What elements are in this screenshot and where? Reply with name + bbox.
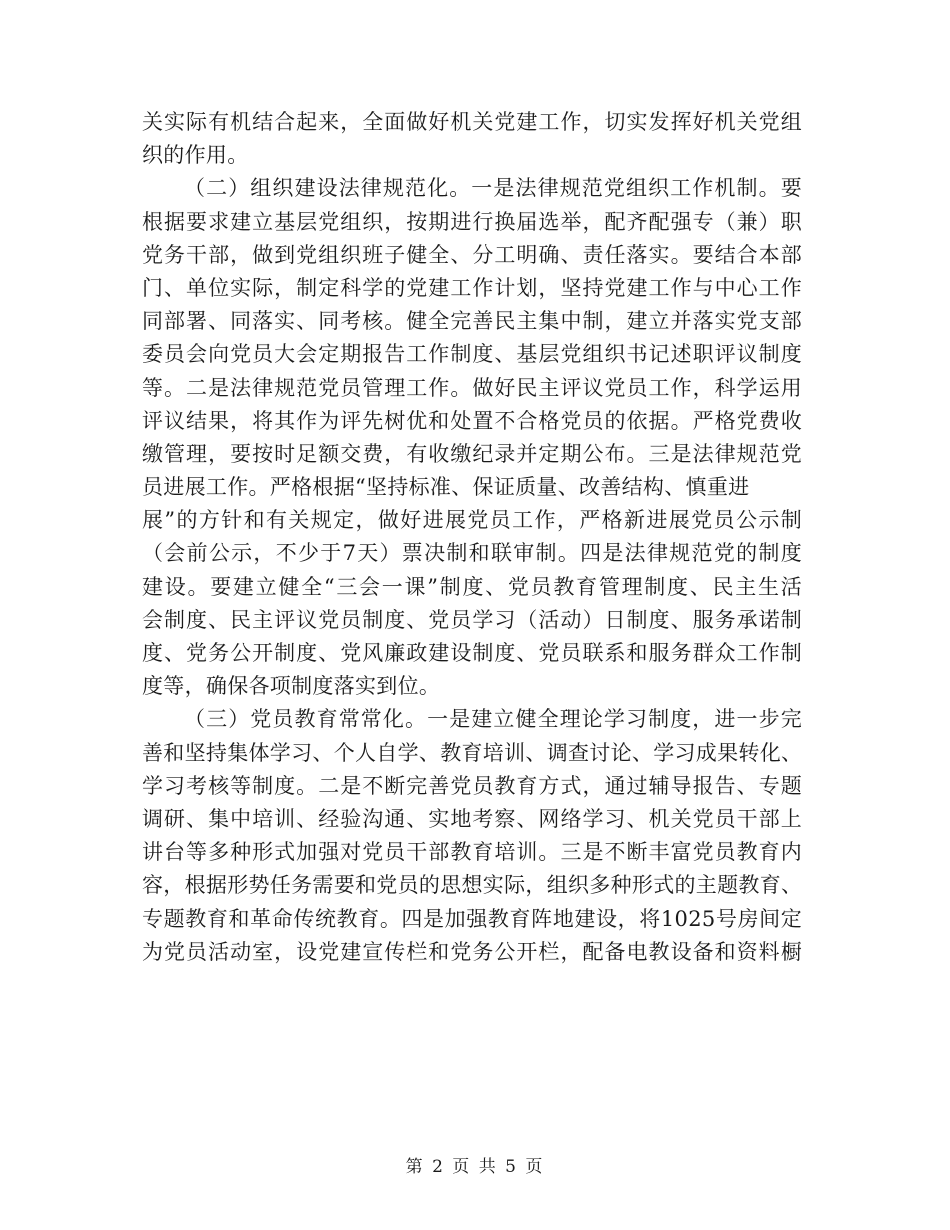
text-line: （三）党员教育常常化。一是建立健全理论学习制度，进一步完 (184, 707, 802, 732)
text-line: 善和坚持集体学习、个人自学、教育培训、调查讨论、学习成果转化、 (142, 740, 803, 765)
text-line: 门、单位实际，制定科学的党建工作计划，坚持党建工作与中心工作 (142, 275, 802, 300)
text-line: （会前公示，不少于7天）票决制和联审制。四是法律规范党的制度 (142, 541, 802, 566)
text-line: 调研、集中培训、经验沟通、实地考察、网络学习、机关党员干部上 (142, 806, 802, 831)
text-line: 缴管理，要按时足额交费，有收缴纪录并定期公布。三是法律规范党 (142, 441, 802, 466)
text-line: 关实际有机结合起来，全面做好机关党建工作，切实发挥好机关党组 (142, 110, 802, 134)
text-line: 员进展工作。严格根据“坚持标准、保证质量、改善结构、慎重进 (142, 475, 750, 500)
text-line: 评议结果，将其作为评先树优和处置不合格党员的依据。严格党费收 (142, 408, 802, 433)
text-line: 专题教育和革命传统教育。四是加强教育阵地建设，将1025号房间定 (142, 906, 802, 931)
text-line: 讲台等多种形式加强对党员干部教育培训。三是不断丰富党员教育内 (142, 840, 802, 865)
text-line: 党务干部，做到党组织班子健全、分工明确、责任落实。要结合本部 (142, 242, 802, 267)
text-line: 等。二是法律规范党员管理工作。做好民主评议党员工作，科学运用 (142, 375, 802, 400)
text-line: 同部署、同落实、同考核。健全完善民主集中制，建立并落实党支部 (142, 309, 802, 334)
text-line: 委员会向党员大会定期报告工作制度、基层党组织书记述职评议制度 (142, 342, 802, 367)
document-body (142, 106, 802, 969)
text-line: 建设。要建立健全“三会一课”制度、党员教育管理制度、民主生活 (142, 574, 802, 599)
text-line: 容，根据形势任务需要和党员的思想实际，组织多种形式的主题教育、 (142, 873, 803, 898)
text-line: 度、党务公开制度、党风廉政建设制度、党员联系和服务群众工作制 (142, 641, 802, 665)
text-line: （二）组织建设法律规范化。一是法律规范党组织工作机制。要 (184, 176, 802, 201)
page-footer: 第 2 页 共 5 页 (405, 1157, 545, 1177)
text-line: 学习考核等制度。二是不断完善党员教育方式，通过辅导报告、专题 (142, 773, 802, 798)
text-line: 织的作用。 (142, 143, 249, 168)
text-line: 为党员活动室，设党建宣传栏和党务公开栏，配备电教设备和资料橱 (142, 939, 802, 964)
text-line: 根据要求建立基层党组织，按期进行换届选举，配齐配强专（兼）职 (142, 209, 802, 234)
text-line: 度等，确保各项制度落实到位。 (142, 674, 441, 699)
text-line: 展”的方针和有关规定，做好进展党员工作，严格新进展党员公示制 (142, 508, 802, 533)
text-line: 会制度、民主评议党员制度、党员学习（活动）日制度、服务承诺制 (142, 607, 802, 632)
